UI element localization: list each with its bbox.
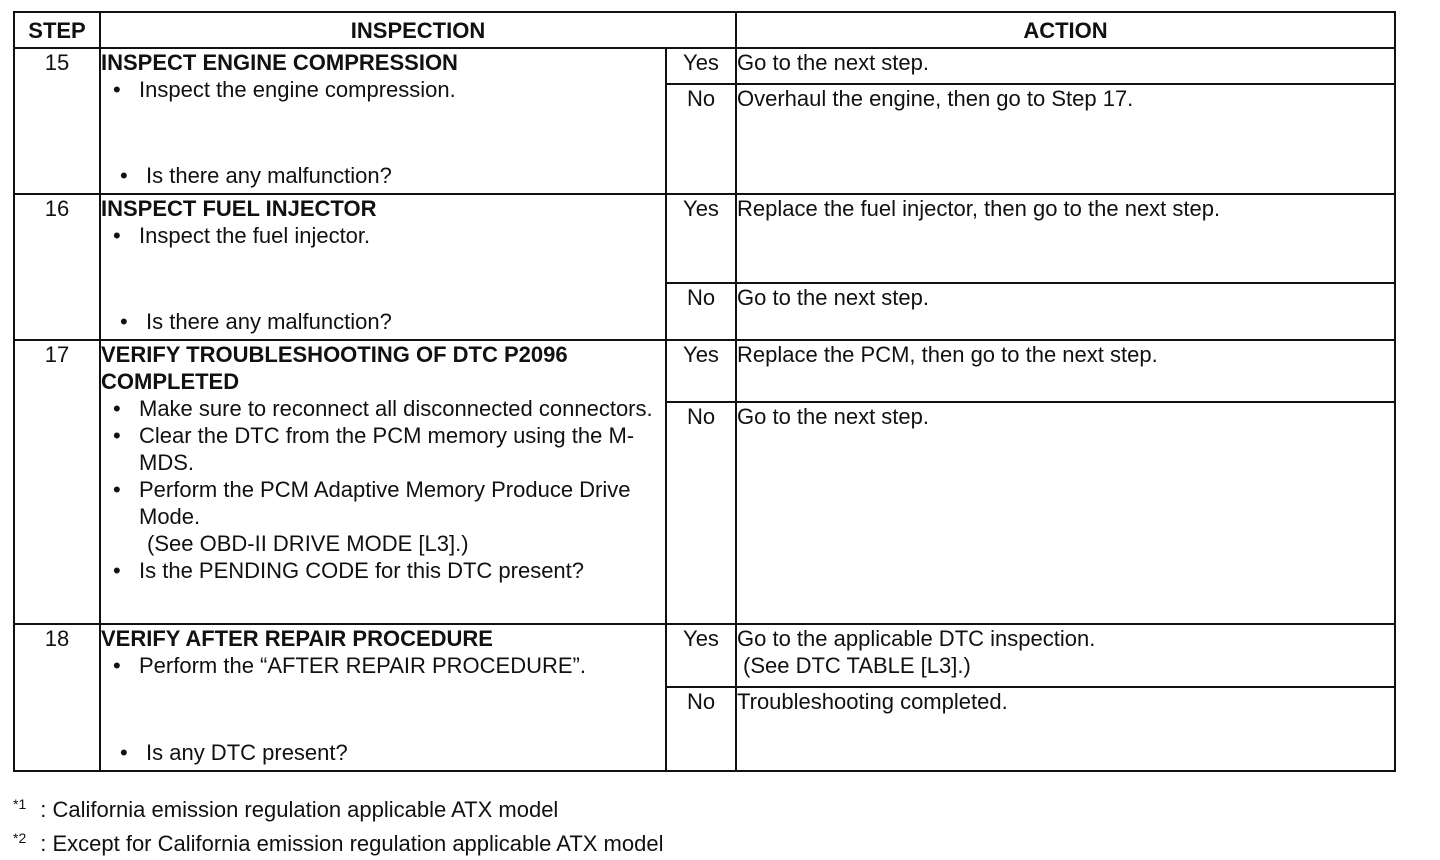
bullet-text: Perform the PCM Adaptive Memory Produce Drive Mode. xyxy=(139,477,631,529)
table-row xyxy=(14,340,1395,402)
yes-action: Replace the PCM, then go to the next step. xyxy=(736,340,1395,402)
inspection-bullet: • Inspect the engine compression. xyxy=(113,76,665,103)
footnote-mark: *2 xyxy=(13,830,27,846)
step-number: 16 xyxy=(14,194,100,340)
footnote xyxy=(13,790,663,824)
inspection-cell xyxy=(100,48,666,194)
inspection-title: VERIFY TROUBLESHOOTING OF DTC P2096 COMPLETED xyxy=(101,342,568,394)
yes-label: Yes xyxy=(666,624,736,687)
inspection-bullet: • Inspect the fuel injector. xyxy=(113,222,665,249)
footnote xyxy=(13,824,663,858)
inspection-title: INSPECT FUEL INJECTOR xyxy=(101,196,377,221)
inspection-question: • Is the PENDING CODE for this DTC present? xyxy=(113,557,665,584)
no-label: No xyxy=(666,687,736,771)
footnote-text: : California emission regulation applicable ATX model xyxy=(40,797,559,822)
footnotes xyxy=(13,790,663,858)
inspection-title: INSPECT ENGINE COMPRESSION xyxy=(101,50,458,75)
no-action: Troubleshooting completed. xyxy=(736,687,1395,771)
table-header-row xyxy=(14,12,1395,48)
yes-action: Go to the next step. xyxy=(736,48,1395,84)
yes-action: Replace the fuel injector, then go to the next step. xyxy=(736,194,1395,283)
inspection-cell xyxy=(100,194,666,340)
yes-label: Yes xyxy=(666,340,736,402)
no-label: No xyxy=(666,402,736,624)
yes-label: Yes xyxy=(666,194,736,283)
footnote-text: : Except for California emission regulation applicable ATX model xyxy=(40,831,664,856)
header-action: ACTION xyxy=(736,12,1395,48)
action-text: Go to the applicable DTC inspection. xyxy=(737,626,1096,651)
action-note: (See DTC TABLE [L3].) xyxy=(743,653,971,678)
step-number: 18 xyxy=(14,624,100,771)
bullet-note: (See OBD-II DRIVE MODE [L3].) xyxy=(147,531,469,556)
no-label: No xyxy=(666,283,736,340)
inspection-bullet xyxy=(113,476,665,557)
inspection-title: VERIFY AFTER REPAIR PROCEDURE xyxy=(101,626,493,651)
footnote-mark: *1 xyxy=(13,796,27,812)
header-step: STEP xyxy=(14,12,100,48)
inspection-cell xyxy=(100,624,666,771)
table-row xyxy=(14,48,1395,84)
step-number: 17 xyxy=(14,340,100,624)
troubleshooting-table xyxy=(13,11,1396,772)
header-inspection: INSPECTION xyxy=(100,12,736,48)
inspection-question: • Is any DTC present? xyxy=(120,739,348,766)
inspection-bullet: • Make sure to reconnect all disconnected connectors. xyxy=(113,395,665,422)
step-number: 15 xyxy=(14,48,100,194)
inspection-question: • Is there any malfunction? xyxy=(120,308,392,335)
yes-label: Yes xyxy=(666,48,736,84)
no-action: Go to the next step. xyxy=(736,402,1395,624)
table-row xyxy=(14,624,1395,687)
yes-action xyxy=(736,624,1395,687)
inspection-bullet: • Clear the DTC from the PCM memory using the M-MDS. xyxy=(113,422,665,476)
inspection-bullet: • Perform the “AFTER REPAIR PROCEDURE”. xyxy=(113,652,665,679)
no-action: Overhaul the engine, then go to Step 17. xyxy=(736,84,1395,194)
inspection-cell xyxy=(100,340,666,624)
table-row xyxy=(14,194,1395,283)
no-action: Go to the next step. xyxy=(736,283,1395,340)
inspection-question: • Is there any malfunction? xyxy=(120,162,392,189)
no-label: No xyxy=(666,84,736,194)
